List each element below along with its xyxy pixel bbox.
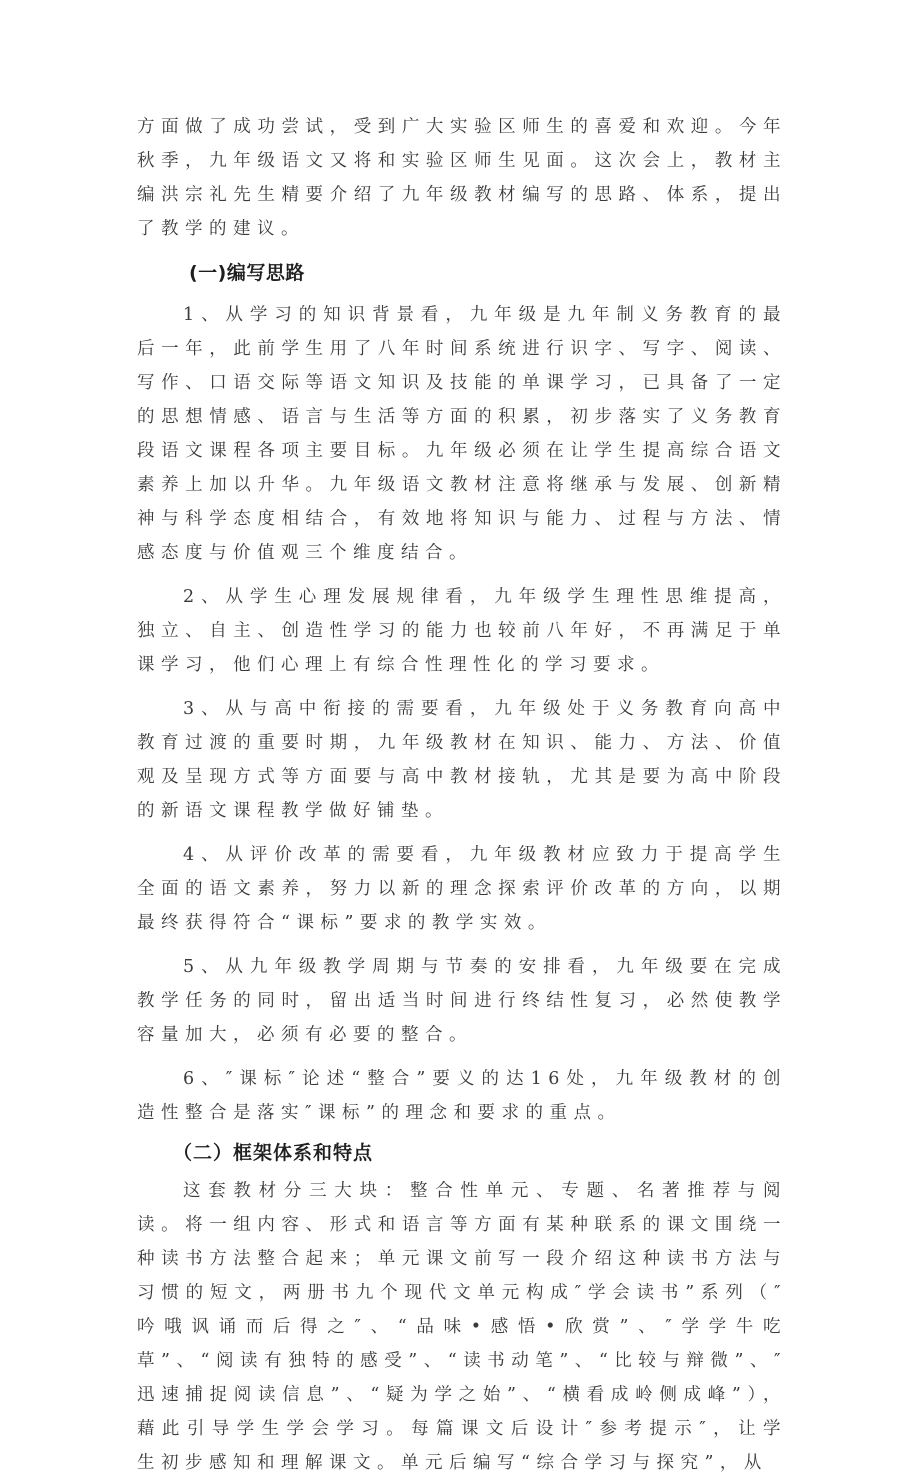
- paragraph-point-2: 2、从学生心理发展规律看，九年级学生理性思维提高，独立、自主、创造性学习的能力也较前八年好，不再满足于单课学习，他们心理上有综合性理性化的学习要求。: [137, 587, 787, 675]
- section-heading-framework: （二）框架体系和特点: [173, 1142, 374, 1164]
- document-page: [137, 110, 787, 1480]
- paragraph-point-3: 3、从与高中衔接的需要看，九年级处于义务教育向高中教育过渡的重要时期，九年级教材在知识、能力、方法、价值观及呈现方式等方面要与高中教材接轨，尤其是要为高中阶段的新语文课程教学做好铺垫。: [137, 699, 787, 821]
- section-heading-writing-approach: (一)编写思路: [189, 262, 305, 284]
- paragraph-point-4: 4、从评价改革的需要看，九年级教材应致力于提高学生全面的语文素养，努力以新的理念探索评价改革的方向，以期最终获得符合“课标”要求的教学实效。: [137, 845, 787, 933]
- paragraph-point-5: 5、从九年级教学周期与节奏的安排看，九年级要在完成教学任务的同时，留出适当时间进行终结性复习，必然使教学容量加大，必须有必要的整合。: [137, 957, 787, 1045]
- intro-paragraph: 方面做了成功尝试，受到广大实验区师生的喜爱和欢迎。今年秋季，九年级语文又将和实验区师生见面。这次会上，教材主编洪宗礼先生精要介绍了九年级教材编写的思路、体系，提出了教学的建议。: [137, 117, 787, 239]
- paragraph-point-1: 1、从学习的知识背景看，九年级是九年制义务教育的最后一年，此前学生用了八年时间系统进行识字、写字、阅读、写作、口语交际等语文知识及技能的单课学习，已具备了一定的思想情感、语言与生活等方面的积累，初步落实了义务教育段语文课程各项主要目标。九年级必须在让学生提高综合语文素养上加以升华。九年级语文教材注意将继承与发展、创新精神与科学态度相结合，有效地将知识与能力、过程与方法、情感态度与价值观三个维度结合。: [137, 305, 787, 563]
- paragraph-framework-body: 这套教材分三大块：整合性单元、专题、名著推荐与阅读。将一组内容、形式和语言等方面有某种联系的课文围绕一种读书方法整合起来；单元课文前写一段介绍这种读书方法与习惯的短文，两册书九个现代文单元构成″学会读书”系列（″吟哦讽诵而后得之″、“品味•感悟•欣赏”、″学学牛吃草”、“阅读有独特的感受”、“读书动笔”、“比较与辩微”、″迅速捕捉阅读信息”、“疑为学之始”、“横看成岭侧成峰”），藉此引导学生学会学习。每篇课文后设计″参考提示″，让学生初步感知和理解课文。单元后编写“综合学习与探究”，从: [137, 1181, 787, 1473]
- paragraph-point-6: 6、″课标″论述“整合”要义的达16处，九年级教材的创造性整合是落实″课标”的理念和要求的重点。: [137, 1069, 787, 1123]
